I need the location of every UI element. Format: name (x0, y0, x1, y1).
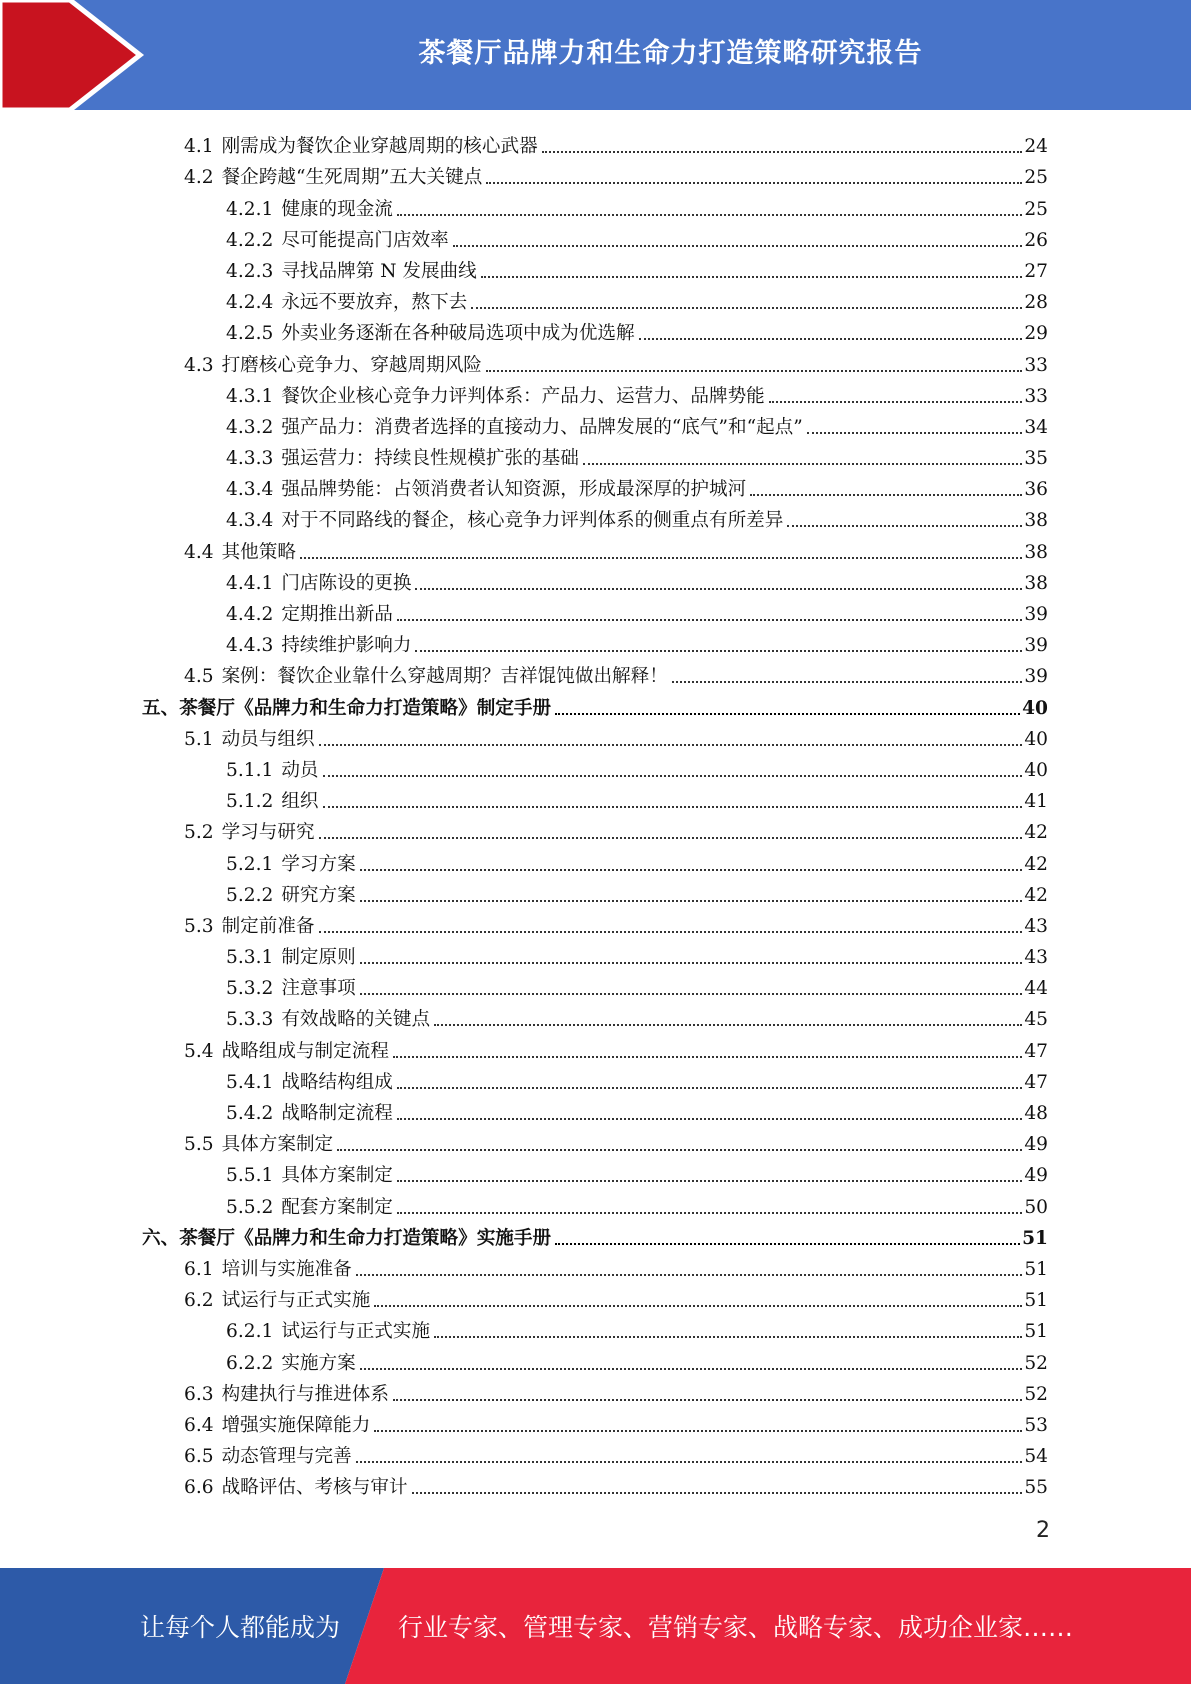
toc-entry[interactable] (142, 595, 1048, 626)
toc-entry-title: 组织 (281, 791, 319, 813)
toc-entry-page: 49 (1024, 1165, 1048, 1187)
toc-dot-leader (639, 338, 1023, 340)
toc-entry[interactable] (142, 907, 1048, 938)
toc-entry[interactable] (142, 1312, 1048, 1343)
toc-entry-title: 实施方案 (281, 1352, 356, 1374)
toc-dot-leader (415, 650, 1022, 652)
toc-entry-title: 健康的现金流 (281, 198, 393, 220)
toc-entry-number: 五、 (142, 697, 180, 719)
toc-entry-page: 44 (1024, 978, 1048, 1000)
toc-dot-leader (481, 276, 1023, 278)
toc-entry-page: 51 (1024, 1258, 1048, 1280)
toc-entry-page: 43 (1024, 915, 1048, 937)
toc-dot-leader (583, 463, 1023, 465)
toc-dot-leader (787, 525, 1022, 527)
toc-dot-leader (397, 1212, 1022, 1214)
toc-entry-number: 5.5 (184, 1134, 214, 1156)
toc-entry-title: 战略结构组成 (281, 1071, 393, 1093)
toc-entry[interactable] (142, 720, 1048, 751)
toc-entry-title: 动态管理与完善 (221, 1446, 352, 1468)
toc-entry-number: 5.4 (184, 1040, 214, 1062)
toc-entry-page: 25 (1024, 167, 1048, 189)
toc-dot-leader (374, 1305, 1022, 1307)
toc-entry-page: 38 (1024, 510, 1048, 532)
toc-entry-number: 5.5.2 (226, 1196, 274, 1218)
toc-entry-number: 4.2.3 (226, 260, 274, 282)
toc-dot-leader (486, 182, 1022, 184)
toc-entry-page: 50 (1024, 1196, 1048, 1218)
toc-entry-number: 4.3.4 (226, 510, 274, 532)
toc-entry-title: 外卖业务逐渐在各种破局选项中成为优选解 (281, 323, 635, 345)
toc-entry-page: 52 (1024, 1383, 1048, 1405)
toc-entry[interactable] (142, 314, 1048, 345)
toc-dot-leader (300, 557, 1022, 559)
toc-entry-title: 制定前准备 (221, 915, 315, 937)
toc-dot-leader (360, 869, 1023, 871)
toc-entry-title: 增强实施保障能力 (221, 1414, 371, 1436)
toc-entry-page: 47 (1024, 1071, 1048, 1093)
page-header (0, 0, 1191, 110)
toc-entry[interactable] (142, 1156, 1048, 1187)
toc-entry-page: 36 (1024, 479, 1048, 501)
toc-entry-number: 6.2.1 (226, 1321, 274, 1343)
toc-entry[interactable] (142, 470, 1048, 501)
toc-entry-page: 28 (1024, 292, 1048, 314)
toc-entry-title: 研究方案 (281, 884, 356, 906)
toc-entry-number: 4.4.3 (226, 635, 274, 657)
toc-entry[interactable] (142, 127, 1048, 158)
toc-entry-title: 具体方案制定 (221, 1134, 334, 1156)
toc-entry-title: 其他策略 (221, 541, 296, 563)
toc-entry-page: 29 (1024, 323, 1048, 345)
toc-entry-number: 5.1.2 (226, 791, 274, 813)
toc-entry-number: 5.5.1 (226, 1165, 274, 1187)
toc-entry-page: 42 (1024, 853, 1048, 875)
toc-dot-leader (360, 1368, 1023, 1370)
toc-dot-leader (434, 1024, 1022, 1026)
toc-entry-page: 40 (1024, 759, 1048, 781)
toc-dot-leader (374, 1430, 1022, 1432)
toc-entry-number: 4.3.3 (226, 448, 274, 470)
toc-dot-leader (397, 1118, 1022, 1120)
toc-entry[interactable] (142, 844, 1048, 875)
toc-dot-leader (434, 1336, 1022, 1338)
toc-entry[interactable] (142, 1281, 1048, 1312)
toc-entry-page: 55 (1024, 1477, 1048, 1499)
report-title: 茶餐厅品牌力和生命力打造策略研究报告 (418, 37, 923, 69)
toc-entry-number: 6.3 (184, 1383, 214, 1405)
toc-entry-title: 战略评估、考核与审计 (221, 1477, 408, 1499)
toc-entry-number: 5.3.2 (226, 978, 274, 1000)
toc-entry-page: 48 (1024, 1103, 1048, 1124)
toc-entry[interactable] (142, 1094, 1048, 1125)
toc-entry-number: 5.3.1 (226, 947, 274, 969)
toc-entry-page: 42 (1024, 884, 1048, 906)
toc-entry-page: 26 (1024, 229, 1048, 251)
toc-entry[interactable] (142, 938, 1048, 969)
toc-entry-number: 5.2.2 (226, 884, 274, 906)
toc-dot-leader (323, 775, 1023, 777)
toc-entry-page: 41 (1024, 791, 1048, 813)
toc-entry[interactable] (142, 501, 1048, 532)
toc-dot-leader (453, 245, 1023, 247)
toc-entry[interactable] (142, 532, 1048, 563)
toc-entry-title: 强产品力：消费者选择的直接动力、品牌发展的“底气”和“起点” (281, 416, 803, 438)
toc-entry-title: 尽可能提高门店效率 (281, 229, 449, 251)
toc-entry[interactable] (142, 688, 1048, 719)
table-of-contents (142, 127, 1048, 1499)
toc-entry-title: 餐企跨越“生死周期”五大关键点 (221, 167, 483, 189)
toc-entry-page: 33 (1024, 354, 1048, 376)
toc-entry[interactable] (142, 1031, 1048, 1062)
toc-entry-page: 51 (1024, 1321, 1048, 1343)
toc-entry[interactable] (142, 751, 1048, 782)
toc-dot-leader (471, 307, 1022, 309)
toc-entry-title: 门店陈设的更换 (281, 572, 412, 594)
toc-entry-number: 4.2.5 (226, 323, 274, 345)
toc-entry-number: 4.1 (184, 136, 214, 158)
toc-entry-page: 33 (1024, 385, 1048, 407)
toc-entry-page: 27 (1024, 260, 1048, 282)
toc-entry-page: 52 (1024, 1352, 1048, 1374)
toc-dot-leader (393, 1399, 1022, 1401)
toc-entry-page: 53 (1024, 1414, 1048, 1436)
toc-entry-page: 47 (1024, 1040, 1048, 1062)
toc-entry[interactable] (142, 813, 1048, 844)
toc-entry-page: 54 (1024, 1446, 1048, 1468)
toc-dot-leader (555, 713, 1020, 715)
toc-entry-title: 制定原则 (281, 947, 356, 969)
toc-dot-leader (542, 151, 1023, 153)
toc-entry[interactable] (142, 252, 1048, 283)
toc-entry[interactable] (142, 1250, 1048, 1281)
toc-dot-leader (397, 214, 1022, 216)
toc-entry[interactable] (142, 377, 1048, 408)
toc-entry-page: 39 (1024, 635, 1048, 657)
toc-entry-number: 六、 (142, 1227, 180, 1249)
toc-entry-title: 寻找品牌第 N 发展曲线 (281, 260, 477, 282)
toc-dot-leader (415, 588, 1022, 590)
toc-dot-leader (360, 962, 1023, 964)
toc-entry-page: 51 (1024, 1290, 1048, 1312)
toc-entry-title: 对于不同路线的餐企，核心竞争力评判体系的侧重点有所差异 (281, 510, 784, 532)
toc-entry-page: 49 (1024, 1134, 1048, 1156)
toc-entry-title: 定期推出新品 (281, 604, 393, 625)
toc-entry-title: 打磨核心竞争力、穿越周期风险 (221, 354, 482, 376)
toc-entry-title: 强运营力：持续良性规模扩张的基础 (281, 448, 579, 470)
toc-dot-leader (393, 1056, 1022, 1058)
toc-dot-leader (360, 993, 1023, 995)
toc-dot-leader (412, 1492, 1023, 1494)
toc-entry-page: 38 (1024, 541, 1048, 563)
toc-entry-page: 40 (1024, 728, 1048, 750)
toc-entry[interactable] (142, 564, 1048, 595)
toc-entry-number: 4.2.1 (226, 198, 274, 220)
toc-entry-title: 学习方案 (281, 853, 356, 875)
toc-entry[interactable] (142, 1063, 1048, 1094)
toc-entry[interactable] (142, 1000, 1048, 1031)
toc-entry-title: 动员 (281, 759, 319, 781)
toc-entry-title: 试运行与正式实施 (221, 1290, 371, 1312)
toc-entry-page: 25 (1024, 198, 1048, 220)
toc-entry-number: 5.3 (184, 915, 214, 937)
toc-entry-title: 试运行与正式实施 (281, 1321, 431, 1343)
toc-entry-title: 培训与实施准备 (221, 1258, 352, 1280)
toc-entry[interactable] (142, 158, 1048, 189)
toc-entry-number: 5.3.3 (226, 1009, 274, 1031)
toc-entry-number: 6.2.2 (226, 1352, 274, 1374)
toc-entry[interactable] (142, 345, 1048, 376)
toc-entry-title: 餐饮企业核心竞争力评判体系：产品力、运营力、品牌势能 (281, 385, 765, 407)
toc-entry-number: 4.2 (184, 167, 214, 189)
toc-entry-title: 案例：餐饮企业靠什么穿越周期？吉祥馄饨做出解释！ (221, 666, 668, 688)
toc-entry-title: 动员与组织 (221, 728, 315, 750)
toc-entry-page: 38 (1024, 572, 1048, 594)
toc-entry[interactable] (142, 1437, 1048, 1468)
toc-entry-page: 51 (1022, 1227, 1048, 1249)
toc-entry-number: 4.4.2 (226, 604, 274, 625)
toc-entry-title: 茶餐厅《品牌力和生命力打造策略》实施手册 (179, 1227, 552, 1249)
toc-entry[interactable] (142, 969, 1048, 1000)
toc-entry-number: 4.3.2 (226, 416, 274, 438)
toc-entry-number: 4.5 (184, 666, 214, 688)
toc-entry-title: 茶餐厅《品牌力和生命力打造策略》制定手册 (179, 697, 552, 719)
toc-entry[interactable] (142, 876, 1048, 907)
toc-entry-number: 6.1 (184, 1258, 214, 1280)
toc-dot-leader (319, 837, 1023, 839)
toc-entry-number: 4.2.2 (226, 229, 274, 251)
toc-dot-leader (807, 432, 1023, 434)
toc-entry-page: 24 (1024, 136, 1048, 158)
toc-entry-page: 40 (1022, 697, 1048, 719)
toc-entry[interactable] (142, 1219, 1048, 1250)
toc-dot-leader (356, 1274, 1023, 1276)
toc-entry-title: 战略制定流程 (281, 1103, 393, 1124)
toc-entry-page: 34 (1024, 416, 1048, 438)
toc-entry-title: 战略组成与制定流程 (221, 1040, 389, 1062)
toc-entry[interactable] (142, 283, 1048, 314)
page-footer (0, 1568, 1191, 1684)
toc-entry-number: 5.2.1 (226, 853, 274, 875)
toc-entry[interactable] (142, 1375, 1048, 1406)
toc-entry-number: 4.2.4 (226, 292, 274, 314)
toc-entry-number: 4.3 (184, 354, 214, 376)
toc-entry-number: 4.4.1 (226, 572, 274, 594)
toc-dot-leader (360, 900, 1023, 902)
toc-entry-page: 39 (1024, 604, 1048, 625)
toc-entry-title: 持续维护影响力 (281, 635, 412, 657)
toc-entry[interactable] (142, 1187, 1048, 1218)
toc-entry-title: 刚需成为餐饮企业穿越周期的核心武器 (221, 136, 538, 158)
toc-entry[interactable] (142, 1343, 1048, 1374)
toc-entry-number: 5.1 (184, 728, 214, 750)
toc-dot-leader (486, 370, 1022, 372)
toc-entry-number: 6.5 (184, 1446, 214, 1468)
footer-slogan-left: 让每个人都能成为 (140, 1613, 341, 1642)
toc-entry-title: 注意事项 (281, 978, 356, 1000)
toc-entry-page: 43 (1024, 947, 1048, 969)
toc-entry[interactable] (142, 782, 1048, 813)
toc-dot-leader (356, 1461, 1023, 1463)
toc-dot-leader (672, 681, 1022, 683)
toc-entry-title: 构建执行与推进体系 (221, 1383, 389, 1405)
toc-entry-title: 具体方案制定 (281, 1165, 393, 1187)
toc-dot-leader (769, 401, 1023, 403)
toc-entry[interactable] (142, 626, 1048, 657)
toc-dot-leader (319, 744, 1023, 746)
toc-entry[interactable] (142, 1125, 1048, 1156)
toc-entry-number: 6.4 (184, 1414, 214, 1436)
toc-entry-number: 5.2 (184, 822, 214, 844)
toc-entry[interactable] (142, 189, 1048, 220)
toc-entry-number: 4.4 (184, 541, 214, 563)
toc-dot-leader (397, 1087, 1022, 1089)
toc-entry-page: 39 (1024, 666, 1048, 688)
toc-entry-page: 35 (1024, 448, 1048, 470)
toc-entry-title: 配套方案制定 (281, 1196, 393, 1218)
toc-entry-page: 42 (1024, 822, 1048, 844)
toc-entry-number: 5.1.1 (226, 759, 274, 781)
toc-dot-leader (750, 494, 1022, 496)
toc-entry-page: 45 (1024, 1009, 1048, 1031)
footer-slogan-right: 行业专家、管理专家、营销专家、战略专家、成功企业家…… (398, 1613, 1074, 1642)
toc-entry[interactable] (142, 1468, 1048, 1499)
toc-entry-number: 5.4.2 (226, 1103, 274, 1124)
toc-entry-number: 5.4.1 (226, 1071, 274, 1093)
toc-entry[interactable] (142, 439, 1048, 470)
toc-entry[interactable] (142, 221, 1048, 252)
toc-entry-number: 6.6 (184, 1477, 214, 1499)
toc-entry[interactable] (142, 657, 1048, 688)
toc-dot-leader (555, 1243, 1020, 1245)
toc-dot-leader (319, 931, 1023, 933)
toc-dot-leader (397, 619, 1022, 621)
toc-entry-title: 有效战略的关键点 (281, 1009, 431, 1031)
toc-dot-leader (337, 1149, 1022, 1151)
toc-entry-number: 4.3.4 (226, 479, 274, 501)
toc-dot-leader (397, 1180, 1022, 1182)
toc-entry-number: 4.3.1 (226, 385, 274, 407)
toc-entry-title: 学习与研究 (221, 822, 315, 844)
toc-entry-number: 6.2 (184, 1290, 214, 1312)
toc-dot-leader (323, 806, 1023, 808)
toc-entry-title: 永远不要放弃，熬下去 (281, 292, 468, 314)
toc-entry[interactable] (142, 408, 1048, 439)
page-number: 2 (1036, 1518, 1050, 1543)
toc-entry-title: 强品牌势能：占领消费者认知资源，形成最深厚的护城河 (281, 479, 747, 501)
toc-entry[interactable] (142, 1406, 1048, 1437)
